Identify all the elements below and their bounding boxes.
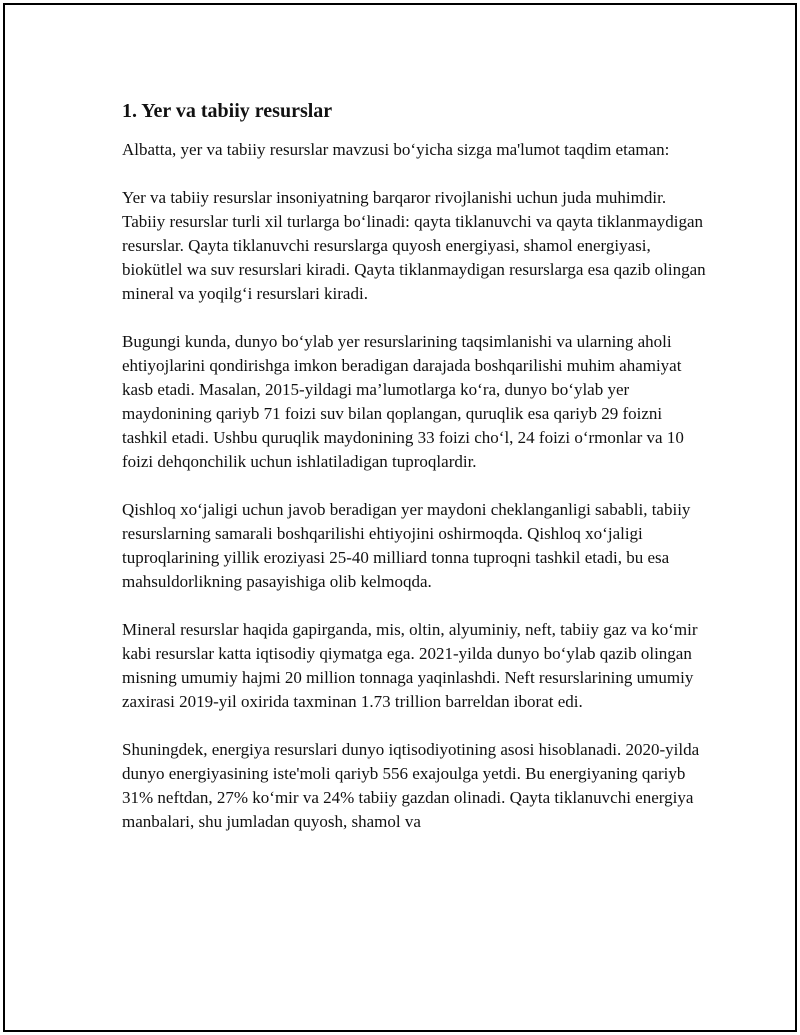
paragraph-energy: Shuningdek, energiya resurslari dunyo iqtisodiyotining asosi hisoblanadi. 2020-yilda dunyo energiyasining iste'moli qariyb 556 exajoulga yetdi. Bu energiyaning qariyb 31% neftdan, 27% ko‘mir va 24% tabiiy gazdan olinadi. Qayta tiklanuvchi energiya manbalari, shu jumladan quyosh, shamol va — [122, 740, 700, 831]
paragraph-intro: Albatta, yer va tabiiy resurslar mavzusi bo‘yicha sizga ma'lumot taqdim etaman: — [122, 140, 670, 159]
paragraph-minerals: Mineral resurslar haqida gapirganda, mis, oltin, alyuminiy, neft, tabiiy gaz va ko‘mir kabi resurslar katta iqtisodiy qiymatga ega. 2021-yilda dunyo bo‘ylab qazib olingan misning umumiy hajmi 20 million tonnaga yaqinlashdi. Neft resurslarining umumiy zaxirasi 2019-yil oxirida taxminan 1.73 trillion barreldan iborat edi. — [122, 620, 698, 711]
section-heading: 1. Yer va tabiiy resurslar — [122, 100, 333, 122]
paragraph-land-distribution: Bugungi kunda, dunyo bo‘ylab yer resurslarining taqsimlanishi va ularning aholi ehtiyojlarini qondirishga imkon beradigan darajada boshqarilishi muhim ahamiyat kasb etadi. Masalan, 2015-yildagi ma’lumotlarga ko‘ra, dunyo bo‘ylab yer maydonining qariyb 71 foizi suv bilan qoplangan, quruqlik esa qariyb 29 foizni tashkil etadi. Ushbu quruqlik maydonining 33 foizi cho‘l, 24 foizi o‘rmonlar va 10 foizi dehqonchilik uchun ishlatiladigan tuproqlardir. — [122, 332, 684, 471]
paragraph-agriculture: Qishloq xo‘jaligi uchun javob beradigan yer maydoni cheklanganligi sababli, tabiiy resurslarning samarali boshqarilishi ehtiyojini oshirmoqda. Qishloq xo‘jaligi tuproqlarining yillik eroziyasi 25-40 milliard tonna tuproqni tashkil etadi, bu esa mahsuldorlikning pasayishiga olib kelmoqda. — [122, 500, 691, 591]
paragraph-resource-types: Yer va tabiiy resurslar insoniyatning barqaror rivojlanishi uchun juda muhimdir. Tabiiy resurslar turli xil turlarga bo‘linadi: qayta tiklanuvchi va qayta tiklanmaydigan resurslar. Qayta tiklanuvchi resurslarga quyosh energiyasi, shamol energiyasi, biokütlel wa suv resurslari kiradi. Qayta tiklanmaydigan resurslarga esa qazib olingan mineral va yoqilg‘i resurslari kiradi. — [122, 188, 706, 303]
document-body — [122, 98, 707, 858]
document-page — [3, 3, 797, 1032]
